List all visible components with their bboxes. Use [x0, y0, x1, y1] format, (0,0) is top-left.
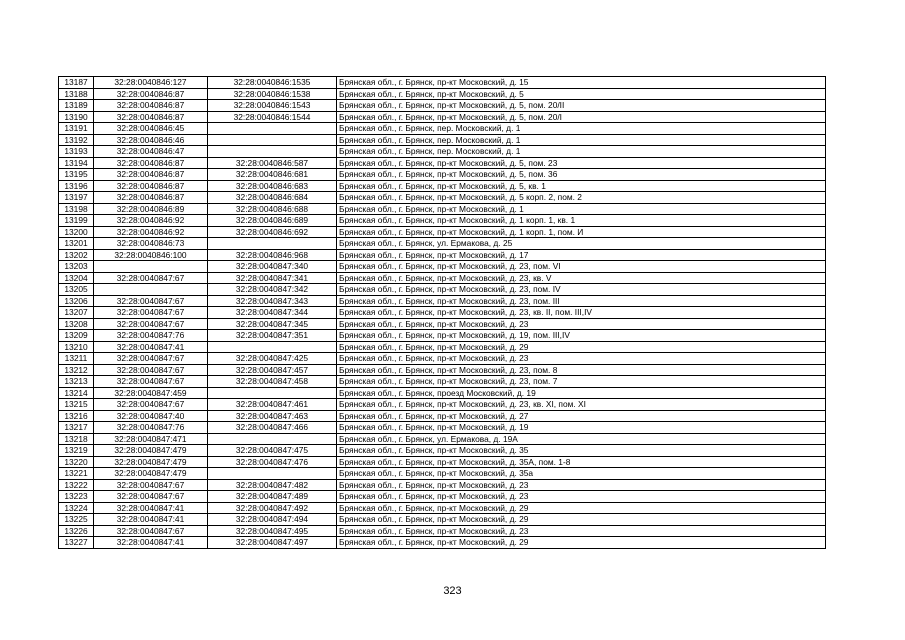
parent-cadastral-cell: 32:28:0040847:67: [94, 376, 208, 388]
table-row: [59, 192, 826, 204]
table-row: [59, 134, 826, 146]
parent-cadastral-cell: 32:28:0040846:92: [94, 215, 208, 227]
cadastral-number-cell: [208, 146, 337, 158]
parent-cadastral-cell: 32:28:0040846:87: [94, 100, 208, 112]
cadastral-number-cell: 32:28:0040846:587: [208, 157, 337, 169]
address-cell: Брянская обл., г. Брянск, пр-кт Московский, д. 19: [337, 422, 826, 434]
address-cell: Брянская обл., г. Брянск, ул. Ермакова, д. 19А: [337, 433, 826, 445]
cadastral-number-cell: [208, 433, 337, 445]
table-row: [59, 399, 826, 411]
address-cell: Брянская обл., г. Брянск, пер. Московский, д. 1: [337, 146, 826, 158]
row-number-cell: 13207: [59, 307, 94, 319]
address-cell: Брянская обл., г. Брянск, пер. Московский, д. 1: [337, 134, 826, 146]
parent-cadastral-cell: 32:28:0040847:41: [94, 341, 208, 353]
row-number-cell: 13202: [59, 249, 94, 261]
table-row: [59, 215, 826, 227]
cadastral-number-cell: 32:28:0040847:476: [208, 456, 337, 468]
cadastral-number-cell: 32:28:0040847:482: [208, 479, 337, 491]
parent-cadastral-cell: 32:28:0040846:46: [94, 134, 208, 146]
registry-table: [58, 76, 826, 549]
table-row: [59, 468, 826, 480]
address-cell: Брянская обл., г. Брянск, проезд Московский, д. 19: [337, 387, 826, 399]
table-row: [59, 353, 826, 365]
row-number-cell: 13210: [59, 341, 94, 353]
address-cell: Брянская обл., г. Брянск, пр-кт Московский, д. 35А, пом. 1-8: [337, 456, 826, 468]
parent-cadastral-cell: [94, 261, 208, 273]
table-row: [59, 387, 826, 399]
row-number-cell: 13218: [59, 433, 94, 445]
address-cell: Брянская обл., г. Брянск, пр-кт Московский, д. 23, пом. VI: [337, 261, 826, 273]
parent-cadastral-cell: 32:28:0040846:45: [94, 123, 208, 135]
parent-cadastral-cell: 32:28:0040846:89: [94, 203, 208, 215]
table-row: [59, 249, 826, 261]
cadastral-number-cell: 32:28:0040847:475: [208, 445, 337, 457]
row-number-cell: 13226: [59, 525, 94, 537]
table-row: [59, 272, 826, 284]
address-cell: Брянская обл., г. Брянск, пр-кт Московский, д. 5, пом. 20/I: [337, 111, 826, 123]
registry-table-body: [59, 77, 826, 549]
row-number-cell: 13188: [59, 88, 94, 100]
table-row: [59, 341, 826, 353]
cadastral-number-cell: [208, 468, 337, 480]
row-number-cell: 13215: [59, 399, 94, 411]
row-number-cell: 13219: [59, 445, 94, 457]
cadastral-number-cell: 32:28:0040847:341: [208, 272, 337, 284]
row-number-cell: 13222: [59, 479, 94, 491]
cadastral-number-cell: [208, 238, 337, 250]
address-cell: Брянская обл., г. Брянск, пр-кт Московский, д. 5, пом. 23: [337, 157, 826, 169]
cadastral-number-cell: 32:28:0040847:466: [208, 422, 337, 434]
row-number-cell: 13190: [59, 111, 94, 123]
row-number-cell: 13211: [59, 353, 94, 365]
row-number-cell: 13204: [59, 272, 94, 284]
address-cell: Брянская обл., г. Брянск, пр-кт Московский, д. 17: [337, 249, 826, 261]
table-row: [59, 295, 826, 307]
address-cell: Брянская обл., г. Брянск, пр-кт Московский, д. 15: [337, 77, 826, 89]
parent-cadastral-cell: 32:28:0040846:127: [94, 77, 208, 89]
parent-cadastral-cell: 32:28:0040847:459: [94, 387, 208, 399]
cadastral-number-cell: 32:28:0040847:425: [208, 353, 337, 365]
cadastral-number-cell: 32:28:0040847:489: [208, 491, 337, 503]
parent-cadastral-cell: 32:28:0040847:479: [94, 468, 208, 480]
parent-cadastral-cell: 32:28:0040846:100: [94, 249, 208, 261]
cadastral-number-cell: 32:28:0040846:681: [208, 169, 337, 181]
cadastral-number-cell: 32:28:0040846:1538: [208, 88, 337, 100]
row-number-cell: 13212: [59, 364, 94, 376]
table-row: [59, 433, 826, 445]
address-cell: Брянская обл., г. Брянск, пр-кт Московский, д. 19, пом. III,IV: [337, 330, 826, 342]
address-cell: Брянская обл., г. Брянск, пр-кт Московский, д. 23: [337, 479, 826, 491]
cadastral-number-cell: 32:28:0040847:351: [208, 330, 337, 342]
parent-cadastral-cell: 32:28:0040846:47: [94, 146, 208, 158]
cadastral-number-cell: 32:28:0040846:968: [208, 249, 337, 261]
address-cell: Брянская обл., г. Брянск, пр-кт Московский, д. 23, пом. III: [337, 295, 826, 307]
parent-cadastral-cell: 32:28:0040847:67: [94, 318, 208, 330]
address-cell: Брянская обл., г. Брянск, пр-кт Московский, д. 1 корп. 1, пом. И: [337, 226, 826, 238]
parent-cadastral-cell: 32:28:0040847:41: [94, 537, 208, 549]
address-cell: Брянская обл., г. Брянск, пр-кт Московский, д. 1 корп. 1, кв. 1: [337, 215, 826, 227]
address-cell: Брянская обл., г. Брянск, пр-кт Московский, д. 23, кв. V: [337, 272, 826, 284]
row-number-cell: 13201: [59, 238, 94, 250]
parent-cadastral-cell: 32:28:0040846:87: [94, 88, 208, 100]
row-number-cell: 13196: [59, 180, 94, 192]
address-cell: Брянская обл., г. Брянск, пр-кт Московский, д. 23, пом. 7: [337, 376, 826, 388]
address-cell: Брянская обл., г. Брянск, пр-кт Московский, д. 29: [337, 537, 826, 549]
row-number-cell: 13221: [59, 468, 94, 480]
table-row: [59, 284, 826, 296]
cadastral-number-cell: [208, 123, 337, 135]
cadastral-number-cell: [208, 341, 337, 353]
parent-cadastral-cell: 32:28:0040847:67: [94, 364, 208, 376]
table-row: [59, 410, 826, 422]
parent-cadastral-cell: 32:28:0040846:73: [94, 238, 208, 250]
table-row: [59, 491, 826, 503]
table-row: [59, 146, 826, 158]
cadastral-number-cell: 32:28:0040846:688: [208, 203, 337, 215]
parent-cadastral-cell: 32:28:0040847:67: [94, 479, 208, 491]
cadastral-number-cell: 32:28:0040847:494: [208, 514, 337, 526]
table-row: [59, 157, 826, 169]
cadastral-number-cell: 32:28:0040846:1535: [208, 77, 337, 89]
table-row: [59, 77, 826, 89]
row-number-cell: 13187: [59, 77, 94, 89]
table-row: [59, 364, 826, 376]
cadastral-number-cell: 32:28:0040846:689: [208, 215, 337, 227]
row-number-cell: 13216: [59, 410, 94, 422]
cadastral-number-cell: 32:28:0040847:345: [208, 318, 337, 330]
row-number-cell: 13224: [59, 502, 94, 514]
parent-cadastral-cell: 32:28:0040846:87: [94, 169, 208, 181]
address-cell: Брянская обл., г. Брянск, пр-кт Московский, д. 5: [337, 88, 826, 100]
address-cell: Брянская обл., г. Брянск, пр-кт Московский, д. 23: [337, 353, 826, 365]
parent-cadastral-cell: 32:28:0040847:41: [94, 514, 208, 526]
table-row: [59, 422, 826, 434]
row-number-cell: 13197: [59, 192, 94, 204]
address-cell: Брянская обл., г. Брянск, пр-кт Московский, д. 29: [337, 514, 826, 526]
page-number: 323: [443, 585, 462, 597]
address-cell: Брянская обл., г. Брянск, пр-кт Московский, д. 29: [337, 502, 826, 514]
table-row: [59, 537, 826, 549]
row-number-cell: 13198: [59, 203, 94, 215]
row-number-cell: 13206: [59, 295, 94, 307]
parent-cadastral-cell: [94, 284, 208, 296]
parent-cadastral-cell: 32:28:0040847:76: [94, 422, 208, 434]
address-cell: Брянская обл., г. Брянск, пр-кт Московский, д. 35: [337, 445, 826, 457]
row-number-cell: 13217: [59, 422, 94, 434]
address-cell: Брянская обл., г. Брянск, пр-кт Московский, д. 23, кв. II, пом. III,IV: [337, 307, 826, 319]
row-number-cell: 13189: [59, 100, 94, 112]
table-row: [59, 330, 826, 342]
parent-cadastral-cell: 32:28:0040846:87: [94, 157, 208, 169]
cadastral-number-cell: 32:28:0040847:458: [208, 376, 337, 388]
table-row: [59, 318, 826, 330]
row-number-cell: 13195: [59, 169, 94, 181]
parent-cadastral-cell: 32:28:0040847:471: [94, 433, 208, 445]
address-cell: Брянская обл., г. Брянск, пр-кт Московский, д. 23, пом. 8: [337, 364, 826, 376]
cadastral-number-cell: 32:28:0040847:342: [208, 284, 337, 296]
row-number-cell: 13203: [59, 261, 94, 273]
address-cell: Брянская обл., г. Брянск, пер. Московский, д. 1: [337, 123, 826, 135]
table-row: [59, 169, 826, 181]
cadastral-number-cell: 32:28:0040846:692: [208, 226, 337, 238]
address-cell: Брянская обл., г. Брянск, пр-кт Московский, д. 23, кв. XI, пом. XI: [337, 399, 826, 411]
cadastral-number-cell: 32:28:0040847:461: [208, 399, 337, 411]
table-row: [59, 100, 826, 112]
address-cell: Брянская обл., г. Брянск, пр-кт Московский, д. 5, пом. 20/II: [337, 100, 826, 112]
row-number-cell: 13199: [59, 215, 94, 227]
cadastral-number-cell: 32:28:0040846:683: [208, 180, 337, 192]
table-row: [59, 456, 826, 468]
parent-cadastral-cell: 32:28:0040847:67: [94, 353, 208, 365]
address-cell: Брянская обл., г. Брянск, пр-кт Московский, д. 23: [337, 525, 826, 537]
parent-cadastral-cell: 32:28:0040846:87: [94, 192, 208, 204]
table-row: [59, 376, 826, 388]
address-cell: Брянская обл., г. Брянск, пр-кт Московский, д. 35а: [337, 468, 826, 480]
row-number-cell: 13194: [59, 157, 94, 169]
table-row: [59, 525, 826, 537]
table-row: [59, 226, 826, 238]
address-cell: Брянская обл., г. Брянск, пр-кт Московский, д. 23, пом. IV: [337, 284, 826, 296]
table-row: [59, 502, 826, 514]
table-row: [59, 238, 826, 250]
table-row: [59, 123, 826, 135]
cadastral-number-cell: 32:28:0040847:463: [208, 410, 337, 422]
cadastral-number-cell: 32:28:0040847:492: [208, 502, 337, 514]
cadastral-number-cell: 32:28:0040847:495: [208, 525, 337, 537]
table-row: [59, 88, 826, 100]
address-cell: Брянская обл., г. Брянск, пр-кт Московский, д. 23: [337, 318, 826, 330]
cadastral-number-cell: 32:28:0040847:457: [208, 364, 337, 376]
table-row: [59, 111, 826, 123]
table-row: [59, 180, 826, 192]
parent-cadastral-cell: 32:28:0040847:479: [94, 456, 208, 468]
row-number-cell: 13193: [59, 146, 94, 158]
row-number-cell: 13191: [59, 123, 94, 135]
parent-cadastral-cell: 32:28:0040846:87: [94, 180, 208, 192]
parent-cadastral-cell: 32:28:0040847:67: [94, 307, 208, 319]
address-cell: Брянская обл., г. Брянск, пр-кт Московский, д. 29: [337, 341, 826, 353]
parent-cadastral-cell: 32:28:0040846:92: [94, 226, 208, 238]
cadastral-number-cell: 32:28:0040846:684: [208, 192, 337, 204]
row-number-cell: 13223: [59, 491, 94, 503]
row-number-cell: 13227: [59, 537, 94, 549]
row-number-cell: 13192: [59, 134, 94, 146]
row-number-cell: 13208: [59, 318, 94, 330]
table-row: [59, 307, 826, 319]
cadastral-number-cell: 32:28:0040847:344: [208, 307, 337, 319]
table-row: [59, 261, 826, 273]
row-number-cell: 13214: [59, 387, 94, 399]
cadastral-number-cell: 32:28:0040846:1544: [208, 111, 337, 123]
cadastral-number-cell: [208, 134, 337, 146]
cadastral-number-cell: 32:28:0040847:343: [208, 295, 337, 307]
row-number-cell: 13213: [59, 376, 94, 388]
parent-cadastral-cell: 32:28:0040847:67: [94, 295, 208, 307]
table-row: [59, 203, 826, 215]
table-row: [59, 479, 826, 491]
table-row: [59, 445, 826, 457]
address-cell: Брянская обл., г. Брянск, пр-кт Московский, д. 5, кв. 1: [337, 180, 826, 192]
parent-cadastral-cell: 32:28:0040847:67: [94, 272, 208, 284]
parent-cadastral-cell: 32:28:0040846:87: [94, 111, 208, 123]
address-cell: Брянская обл., г. Брянск, пр-кт Московский, д. 23: [337, 491, 826, 503]
row-number-cell: 13225: [59, 514, 94, 526]
parent-cadastral-cell: 32:28:0040847:76: [94, 330, 208, 342]
table-row: [59, 514, 826, 526]
address-cell: Брянская обл., г. Брянск, пр-кт Московский, д. 1: [337, 203, 826, 215]
address-cell: Брянская обл., г. Брянск, пр-кт Московский, д. 5 корп. 2, пом. 2: [337, 192, 826, 204]
parent-cadastral-cell: 32:28:0040847:40: [94, 410, 208, 422]
parent-cadastral-cell: 32:28:0040847:41: [94, 502, 208, 514]
row-number-cell: 13205: [59, 284, 94, 296]
row-number-cell: 13209: [59, 330, 94, 342]
address-cell: Брянская обл., г. Брянск, пр-кт Московский, д. 5, пом. 36: [337, 169, 826, 181]
cadastral-number-cell: 32:28:0040846:1543: [208, 100, 337, 112]
parent-cadastral-cell: 32:28:0040847:479: [94, 445, 208, 457]
parent-cadastral-cell: 32:28:0040847:67: [94, 525, 208, 537]
parent-cadastral-cell: 32:28:0040847:67: [94, 491, 208, 503]
row-number-cell: 13200: [59, 226, 94, 238]
cadastral-number-cell: 32:28:0040847:340: [208, 261, 337, 273]
address-cell: Брянская обл., г. Брянск, ул. Ермакова, д. 25: [337, 238, 826, 250]
cadastral-number-cell: [208, 387, 337, 399]
row-number-cell: 13220: [59, 456, 94, 468]
cadastral-number-cell: 32:28:0040847:497: [208, 537, 337, 549]
parent-cadastral-cell: 32:28:0040847:67: [94, 399, 208, 411]
address-cell: Брянская обл., г. Брянск, пр-кт Московский, д. 27: [337, 410, 826, 422]
